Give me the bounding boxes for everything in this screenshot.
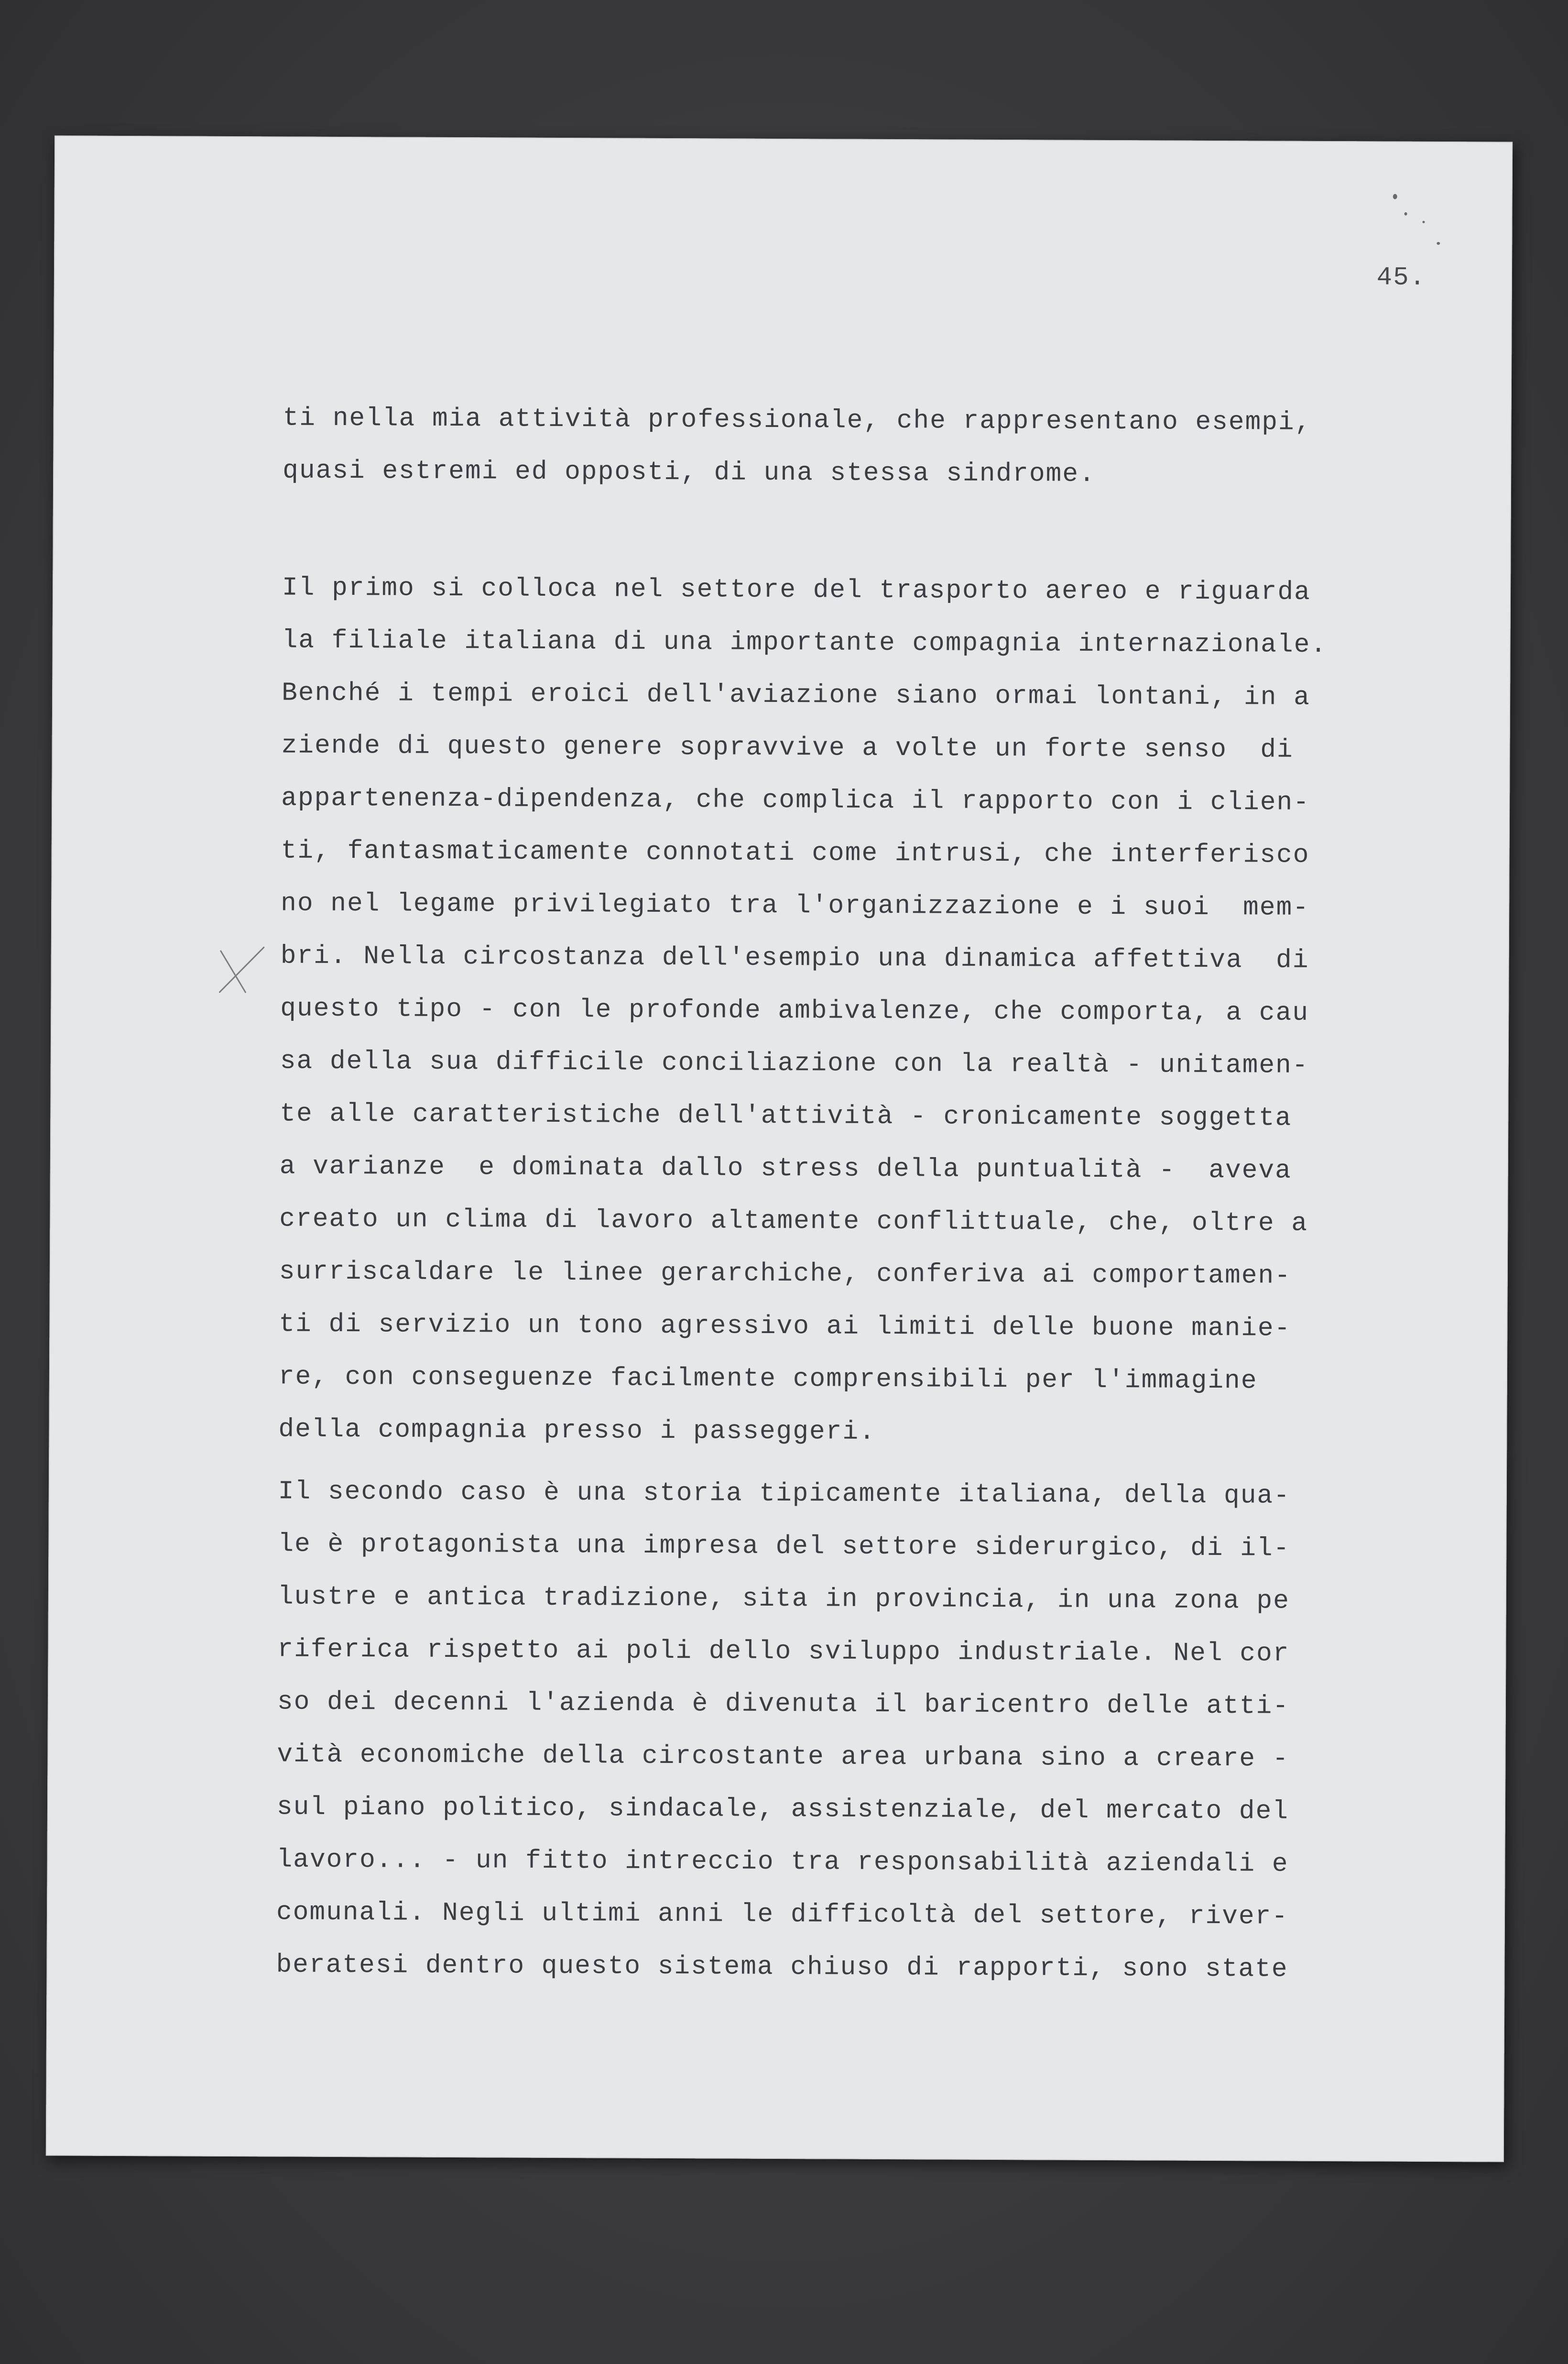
- text-line: no nel legame privilegiato tra l'organizzazione e i suoi mem-: [281, 889, 1310, 923]
- text-line: le è protagonista una impresa del settore siderurgico, di il-: [278, 1530, 1290, 1564]
- paragraph-2: [278, 562, 1463, 1461]
- text-line: ziende di questo genere sopravvive a volte un forte senso di: [281, 731, 1294, 765]
- page-number: 45.: [1376, 263, 1426, 293]
- text-line: creato un clima di lavoro altamente conflittuale, che, oltre a: [279, 1204, 1308, 1238]
- text-line: sa della sua difficile conciliazione con la realtà - unitamen-: [280, 1047, 1309, 1081]
- text-line: lavoro... - un fitto intreccio tra responsabilità aziendali e: [276, 1845, 1289, 1879]
- typewritten-page: [46, 135, 1513, 2162]
- text-line: comunali. Negli ultimi anni le difficoltà del settore, river-: [276, 1898, 1289, 1932]
- text-line: ti nella mia attività professionale, che rappresentano esempi,: [283, 404, 1312, 438]
- text-line: Il secondo caso è una storia tipicamente italiana, della qua-: [278, 1477, 1291, 1511]
- paragraph-1: [283, 392, 1464, 503]
- text-line: ti di servizio un tono agressivo ai limiti delle buone manie-: [279, 1310, 1291, 1344]
- text-line: vità economiche della circostante area urbana sino a creare -: [277, 1740, 1289, 1774]
- text-line: bri. Nella circostanza dell'esempio una dinamica affettiva di: [280, 941, 1309, 975]
- text-line: so dei decenni l'azienda è divenuta il baricentro delle atti-: [277, 1687, 1290, 1721]
- text-line: a varianze e dominata dallo stress della puntualità - aveva: [279, 1152, 1292, 1186]
- paper-specks: [1383, 189, 1441, 247]
- text-line: lustre e antica tradizione, sita in provincia, in una zona pe: [277, 1582, 1290, 1616]
- text-line: quasi estremi ed opposti, di una stessa sindrome.: [283, 456, 1096, 489]
- text-line: appartenenza-dipendenza, che complica il rapporto con i clien-: [281, 784, 1310, 818]
- text-line: ti, fantasmaticamente connotati come intrusi, che interferisco: [281, 836, 1310, 870]
- text-line: questo tipo - con le profonde ambivalenze, che comporta, a cau: [280, 994, 1309, 1028]
- text-line: re, con conseguenze facilmente comprensibili per l'immagine: [278, 1362, 1258, 1396]
- text-line: te alle caratteristiche dell'attività - cronicamente soggetta: [280, 1099, 1292, 1133]
- text-line: beratesi dentro questo sistema chiuso di rapporti, sono state: [276, 1950, 1288, 1984]
- text-line: della compagnia presso i passeggeri.: [278, 1415, 876, 1447]
- text-line: Benché i tempi eroici dell'aviazione siano ormai lontani, in a: [282, 679, 1310, 712]
- text-line: la filiale italiana di una importante compagnia internazionale.: [282, 626, 1328, 660]
- text-line: riferica rispetto ai poli dello sviluppo industriale. Nel cor: [277, 1635, 1290, 1669]
- handwritten-x-mark: [216, 944, 268, 997]
- text-line: sul piano politico, sindacale, assistenziale, del mercato del: [276, 1793, 1289, 1827]
- text-line: Il primo si colloca nel settore del trasporto aereo e riguarda: [282, 573, 1311, 607]
- text-line: surriscaldare le linee gerarchiche, conferiva ai comportamen-: [279, 1257, 1292, 1291]
- paragraph-3: [276, 1466, 1459, 1997]
